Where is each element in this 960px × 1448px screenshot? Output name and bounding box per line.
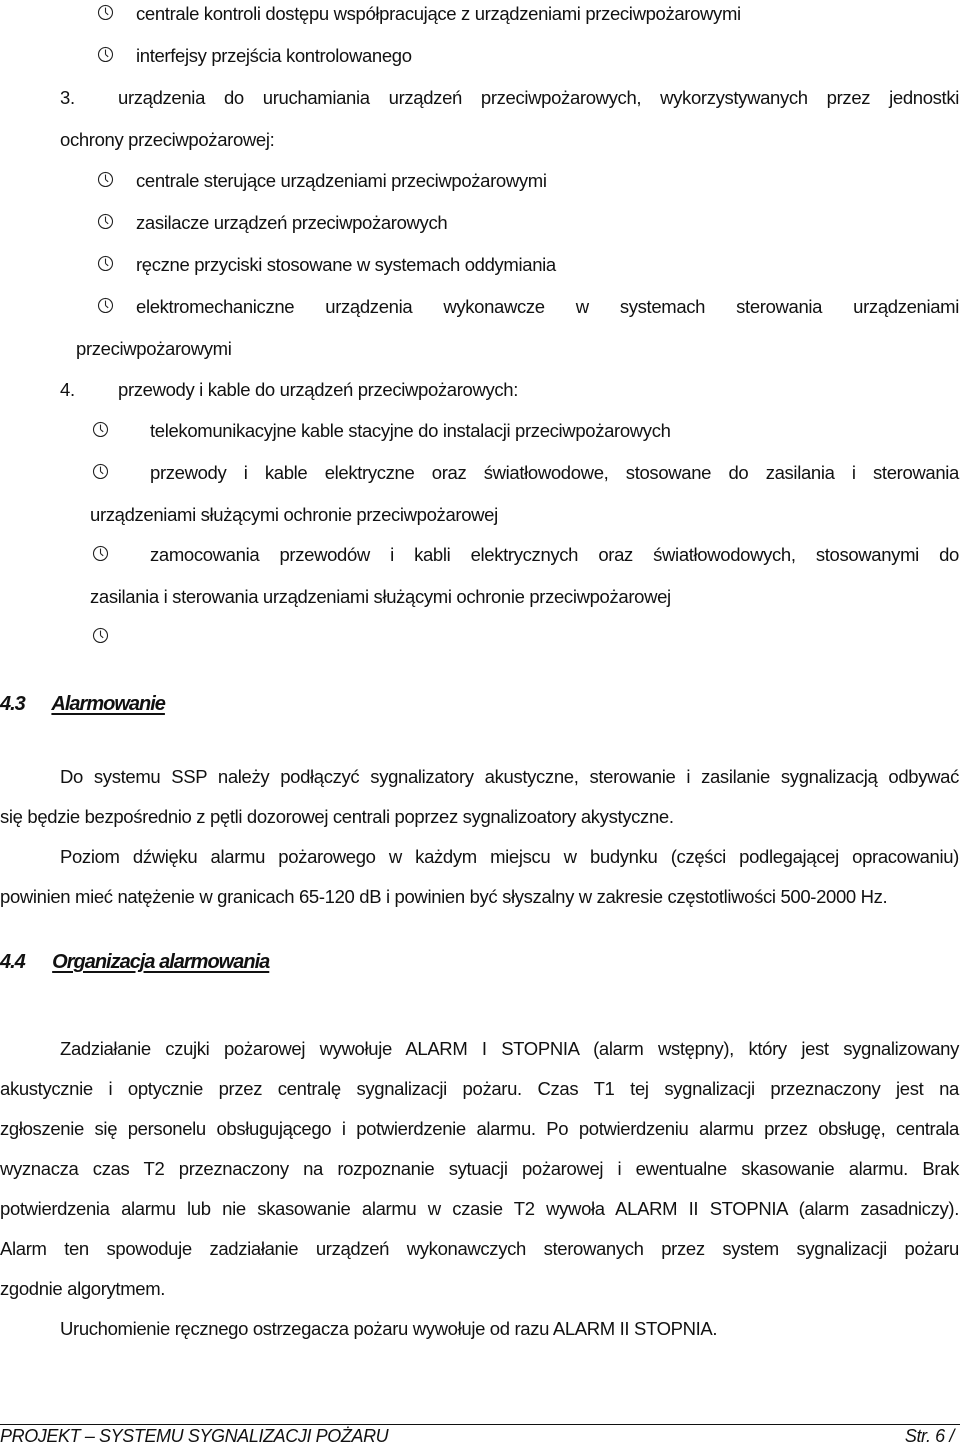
paragraph-line: akustycznie i optycznie przez centralę sygnalizacji pożaru. Czas T1 tej sygnalizacji przeznaczony jest na bbox=[0, 1078, 959, 1099]
list-number: 4. bbox=[60, 379, 75, 400]
section-title: Alarmowanie bbox=[51, 693, 165, 715]
paragraph-line: Uruchomienie ręcznego ostrzegacza pożaru wywołuje od razu ALARM II STOPNIA. bbox=[60, 1318, 718, 1339]
clock-bullet-icon bbox=[92, 421, 109, 438]
clock-bullet-icon bbox=[97, 171, 114, 188]
paragraph-line: się będzie bezpośrednio z pętli dozorowej centrali poprzez sygnalizoatory akystyczne. bbox=[0, 806, 674, 827]
list-item-text: przewody i kable do urządzeń przeciwpożarowych: bbox=[118, 379, 519, 400]
clock-bullet-icon bbox=[97, 255, 114, 272]
clock-bullet-icon bbox=[92, 627, 109, 644]
section-heading bbox=[0, 948, 269, 976]
paragraph-line: wyznacza czas T2 przeznaczony na rozpoznanie sytuacji pożarowej i ewentualne skasowanie alarmu. Brak bbox=[0, 1158, 959, 1179]
list-item-continuation: zasilania i sterowania urządzeniami służącymi ochronie przeciwpożarowej bbox=[90, 586, 671, 607]
paragraph-line: Alarm ten spowoduje zadziałanie urządzeń wykonawczych sterowanych przez system sygnalizacji pożaru bbox=[0, 1238, 959, 1259]
paragraph-line: Poziom dźwięku alarmu pożarowego w każdym miejscu w budynku (części podlegającej opracowaniu) bbox=[60, 846, 959, 867]
clock-bullet-icon bbox=[92, 463, 109, 480]
list-item: telekomunikacyjne kable stacyjne do instalacji przeciwpożarowych bbox=[150, 420, 671, 441]
page-footer bbox=[0, 1424, 960, 1448]
list-item: centrale kontroli dostępu współpracujące z urządzeniami przeciwpożarowymi bbox=[136, 3, 741, 24]
clock-bullet-icon bbox=[97, 297, 114, 314]
list-number: 3. bbox=[60, 87, 75, 108]
list-item: zasilacze urządzeń przeciwpożarowych bbox=[136, 212, 448, 233]
section-number: 4.4 bbox=[0, 951, 25, 973]
list-item: centrale sterujące urządzeniami przeciwpożarowymi bbox=[136, 170, 547, 191]
list-item: elektromechaniczne urządzenia wykonawcze w systemach sterowania urządzeniami bbox=[136, 296, 959, 317]
paragraph-line: zgłoszenie się personelu obsługującego i potwierdzenie alarmu. Po potwierdzeniu alarmu przez obsługę, centrala bbox=[0, 1118, 959, 1139]
list-item-text: urządzenia do uruchamiania urządzeń przeciwpożarowych, wykorzystywanych przez jednostki bbox=[118, 87, 959, 108]
footer-title: PROJEKT – SYSTEMU SYGNALIZACJI POŻARU bbox=[0, 1426, 389, 1446]
paragraph-line: Do systemu SSP należy podłączyć sygnalizatory akustyczne, sterowanie i zasilanie sygnalizacją odbywać bbox=[60, 766, 959, 787]
section-title: Organizacja alarmowania bbox=[52, 951, 270, 973]
paragraph-line: powinien mieć natężenie w granicach 65-120 dB i powinien być słyszalny w zakresie częstotliwości 500-2000 Hz. bbox=[0, 886, 888, 907]
list-item: interfejsy przejścia kontrolowanego bbox=[136, 45, 412, 66]
clock-bullet-icon bbox=[92, 545, 109, 562]
list-item-continuation: przeciwpożarowymi bbox=[76, 338, 232, 359]
paragraph-line: potwierdzenia alarmu lub nie skasowanie alarmu w czasie T2 wywoła ALARM II STOPNIA (alarm zasadniczy). bbox=[0, 1198, 959, 1219]
list-item: zamocowania przewodów i kabli elektrycznych oraz światłowodowych, stosowanymi do bbox=[150, 544, 959, 565]
list-item: ręczne przyciski stosowane w systemach oddymiania bbox=[136, 254, 556, 275]
footer-divider bbox=[0, 1424, 960, 1425]
list-item: przewody i kable elektryczne oraz światłowodowe, stosowane do zasilania i sterowania bbox=[150, 462, 959, 483]
list-item-continuation: urządzeniami służącymi ochronie przeciwpożarowej bbox=[90, 504, 498, 525]
section-heading bbox=[0, 690, 165, 718]
list-item-text: ochrony przeciwpożarowej: bbox=[60, 129, 275, 150]
clock-bullet-icon bbox=[97, 213, 114, 230]
section-number: 4.3 bbox=[0, 693, 25, 715]
paragraph-line: zgodnie algorytmem. bbox=[0, 1278, 166, 1299]
page-number: Str. 6 / bbox=[904, 1426, 954, 1446]
paragraph-line: Zadziałanie czujki pożarowej wywołuje ALARM I STOPNIA (alarm wstępny), który jest sygnalizowany bbox=[60, 1038, 959, 1059]
